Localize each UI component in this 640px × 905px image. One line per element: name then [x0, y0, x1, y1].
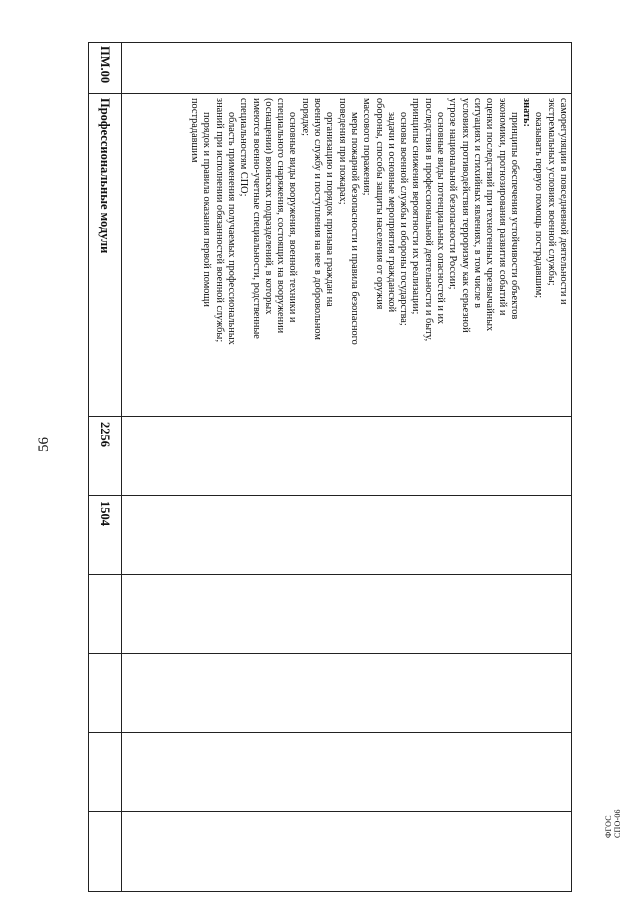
competency-line: область применения получаемых профессиональных: [225, 112, 237, 345]
competency-line: основные виды потенциальных опасностей и их: [435, 112, 447, 325]
competency-line: организацию и порядок призыва граждан на: [324, 112, 336, 307]
pm-class-hours: 1504: [89, 496, 122, 575]
competency-line: массового поражения;: [361, 98, 373, 196]
curriculum-table: [88, 42, 572, 892]
curriculum-table-sheet: [88, 42, 572, 883]
competency-line: (оснащении) воинских подразделений, в которых: [262, 98, 274, 315]
discipline-index-cell-empty: [122, 575, 572, 654]
pm-title: Профессиональные модули: [89, 94, 122, 417]
competency-line: поведения при пожарах;: [336, 98, 348, 205]
footer-label: ФГОС СПО-06: [604, 809, 622, 838]
competency-line: оказывать первую помощь пострадавшим;: [533, 112, 545, 299]
competency-line: специальностям СПО;: [238, 98, 250, 197]
competency-line: основные виды вооружения, военной техники и: [287, 112, 299, 323]
empty-cell-8: [122, 812, 572, 892]
max-hours-cell-empty: [122, 417, 572, 496]
table-row-competencies: [122, 43, 572, 892]
table-row-professional-modules: [89, 43, 122, 892]
empty-cell-7: [122, 733, 572, 812]
competency-line: основы военной службы и обороны государства;: [398, 112, 410, 326]
competency-line: имеются военно-учетные специальности, родственные: [250, 98, 262, 339]
competency-line: военную службу и поступления на нее в добровольном: [312, 98, 324, 340]
competency-line: условиях противодействия терроризму как серьезной: [459, 98, 471, 333]
competency-line: специального снаряжения, состоящих на вооружении: [275, 98, 287, 334]
competency-line: последствия в профессиональной деятельности и быту,: [422, 98, 434, 342]
pm-empty-3: [89, 733, 122, 812]
competency-line: порядок и правила оказания первой помощи: [201, 112, 213, 307]
pm-empty-1: [89, 575, 122, 654]
competencies-cell: [122, 94, 572, 417]
competency-line: принципы обеспечения устойчивости объектов: [508, 112, 520, 320]
pm-empty-4: [89, 812, 122, 892]
pm-max-hours: 2256: [89, 417, 122, 496]
competence-codes-cell-empty: [122, 654, 572, 733]
code-cell-empty: [122, 43, 572, 94]
competency-line: экономики, прогнозирования развития событий и: [496, 98, 508, 316]
competency-line: саморегуляции в повседневной деятельности и: [558, 98, 569, 305]
competency-line: меры пожарной безопасности и правила безопасного: [348, 112, 360, 345]
page-number: 56: [36, 437, 52, 452]
competency-line: экстремальных условиях военной службы;: [545, 98, 557, 286]
competency-line: обороны, способы защиты населения от оружия: [373, 98, 385, 310]
competency-line: ситуациях и стихийных явлениях, в том числе в: [471, 98, 483, 308]
competency-line: порядке;: [299, 98, 311, 136]
competency-line: угрозе национальной безопасности России;: [447, 98, 459, 290]
competency-line: знать:: [521, 98, 533, 127]
competency-line: принципы снижения вероятности их реализации;: [410, 98, 422, 315]
competencies-text: [186, 94, 571, 416]
competency-line: знаний при исполнении обязанностей военной службы;: [213, 98, 225, 343]
competency-line: задачи и основные мероприятия гражданской: [385, 112, 397, 313]
class-hours-cell-empty: [122, 496, 572, 575]
pm-empty-2: [89, 654, 122, 733]
competency-line: оценки последствий при техногенных чрезвычайных: [484, 98, 496, 332]
competency-line: пострадавшим: [189, 98, 201, 163]
pm-code: ПМ.00: [89, 43, 122, 94]
